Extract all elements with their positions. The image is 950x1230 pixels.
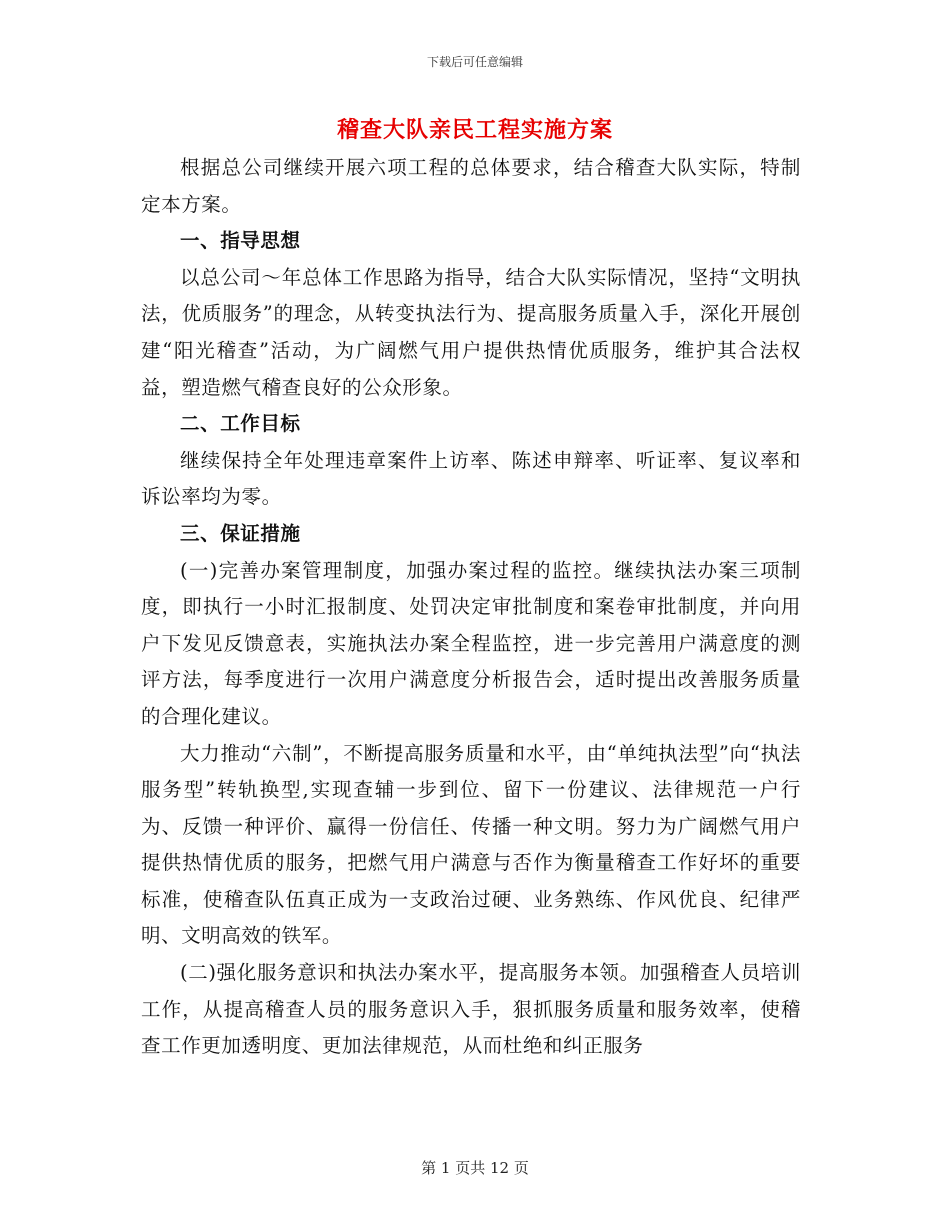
paragraph-intro: 根据总公司继续开展六项工程的总体要求，结合稽查大队实际，特制定本方案。: [141, 156, 801, 216]
section-heading-guiding-ideology: 一、指导思想: [180, 229, 301, 253]
section-heading-guarantee-measures: 三、保证措施: [180, 521, 301, 545]
header-note: 下载后可任意编辑: [426, 55, 523, 69]
paragraph-six-systems: 大力推动“六制”，不断提高服务质量和水平，由“单纯执法型”向“执法服务型”转轨换型,实现查辅一步到位、留下一份建议、法律规范一户行为、反馈一种评价、赢得一份信任、传播一种文明。努力为广阔燃气用户提供热情优质的服务，把燃气用户满意与否作为衡量稽查工作好坏的重要标准，使稽查队伍真正成为一支政治过硬、业务熟练、作风优良、纪律严明、文明高效的铁军。: [141, 741, 801, 948]
section-heading-work-goals: 二、工作目标: [180, 412, 301, 436]
paragraph-guiding-ideology: 以总公司～年总体工作思路为指导，结合大队实际情况，坚持“文明执法，优质服务”的理念，从转变执法行为、提高服务质量入手，深化开展创建“阳光稽查”活动，为广阔燃气用户提供热情优质服务，维护其合法权益，塑造燃气稽查良好的公众形象。: [141, 265, 801, 399]
page-number: 第 1 页共 12 页: [421, 1159, 529, 1177]
document-body: [141, 150, 801, 1065]
paragraph-work-goals: 继续保持全年处理违章案件上访率、陈述申辩率、听证率、复议率和诉讼率均为零。: [141, 448, 801, 509]
paragraph-measure-1: (一)完善办案管理制度，加强办案过程的监控。继续执法办案三项制度，即执行一小时汇报制度、处罚决定审批制度和案卷审批制度，并向用户下发见反馈意表，实施执法办案全程监控，进一步完善用户满意度的测评方法，每季度进行一次用户满意度分析报告会，适时提出改善服务质量的合理化建议。: [141, 558, 801, 728]
page-title: 稽查大队亲民工程实施方案: [336, 117, 613, 143]
paragraph-measure-2: (二)强化服务意识和执法办案水平，提高服务本领。加强稽查人员培训工作，从提高稽查人员的服务意识入手，狠抓服务质量和服务效率，使稽查工作更加透明度、更加法律规范，从而杜绝和纠正服务: [141, 961, 801, 1058]
